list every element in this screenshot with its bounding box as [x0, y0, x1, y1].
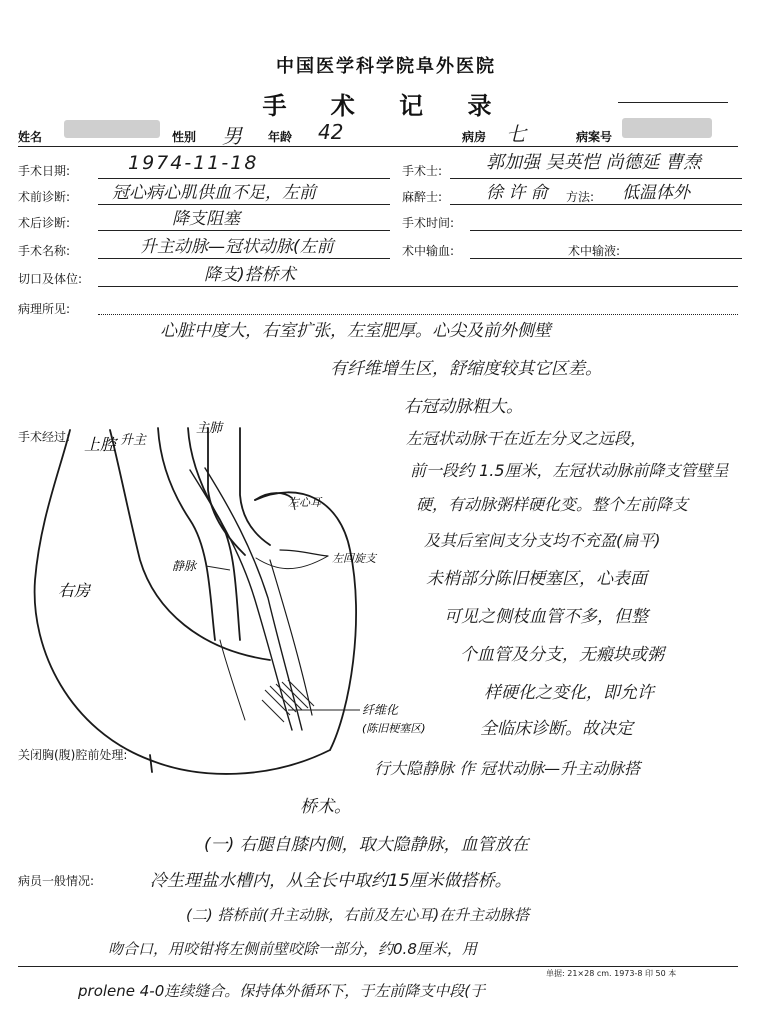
- note-line-19: prolene 4-0连续缝合。保持体外循环下，于左前降支中段(于: [78, 982, 486, 1000]
- anesth-value: 徐 许 俞: [486, 183, 548, 203]
- note-line-1: 心脏中度大，右室扩张，左室肥厚。心尖及前外侧壁: [160, 321, 551, 341]
- note-line-5: 前一段约 1.5厘米，左冠状动脉前降支管壁呈: [410, 461, 729, 480]
- laa-line: [256, 556, 328, 569]
- closure-label: 关闭胸(腹)腔前处理:: [18, 748, 128, 762]
- sex-label: 性别: [172, 130, 197, 144]
- surgeon-value: 郭加强 吴英恺 尚德延 曹焘: [486, 152, 702, 173]
- note-line-7: 及其后室间支分支均不充盈(扁平): [424, 531, 661, 550]
- label-aorta: 升主: [120, 433, 147, 448]
- hospital-name: 中国医学科学院阜外医院: [276, 56, 496, 77]
- note-line-9: 可见之侧枝血管不多，但整: [444, 607, 648, 627]
- base-tick: [150, 755, 152, 772]
- ward-label: 病房: [462, 130, 487, 144]
- label-graft: 静脉: [172, 559, 197, 573]
- label-pa: 主肺: [196, 421, 223, 436]
- case-label: 病案号: [576, 130, 613, 144]
- print-info: 单据: 21×28 cm. 1973-8 印 50 本: [546, 969, 677, 978]
- procedure-label: 手术经过:: [18, 430, 71, 444]
- anesth-label: 麻醉士:: [402, 190, 443, 204]
- note-line-12: 全临床诊断。故决定: [480, 719, 633, 739]
- header-rule: [618, 102, 728, 103]
- age-label: 年龄: [268, 130, 293, 144]
- preop-dx-label: 术前诊断:: [18, 190, 71, 204]
- incision-label: 切口及体位:: [18, 272, 83, 286]
- preop-dx-value: 冠心病心肌供血不足，左前: [112, 183, 316, 203]
- name-label: 姓名: [18, 130, 43, 144]
- sex-value: 男: [222, 124, 242, 148]
- surgeon-label: 手术士:: [402, 164, 443, 178]
- label-fibrosis: 纤维化: [362, 703, 399, 717]
- transfusion-label: 术中输血:: [402, 244, 455, 258]
- right-atrium-outline: [35, 430, 330, 774]
- footer-rule: [18, 966, 738, 967]
- note-line-14: 桥术。: [300, 797, 351, 817]
- note-line-6: 硬，有动脉粥样硬化变。整个左前降支: [416, 495, 689, 514]
- note-line-17: (二) 搭桥前(升主动脉，右前及左心耳)在升主动脉搭: [186, 906, 530, 924]
- time-label: 手术时间:: [402, 216, 455, 230]
- method-label: 方法:: [566, 190, 595, 204]
- general-label: 病员一般情况:: [18, 874, 95, 888]
- note-line-2: 有纤维增生区，舒缩度较其它区差。: [330, 359, 602, 379]
- surgery-date-value: 1974-11-18: [128, 152, 259, 174]
- surgery-date-label: 手术日期:: [18, 164, 71, 178]
- name-redacted: [64, 120, 160, 138]
- note-line-4: 左冠状动脉干在近左分叉之远段，: [406, 429, 647, 448]
- postop-dx-label: 术后诊断:: [18, 216, 71, 230]
- label-svc: 上腔: [84, 435, 117, 454]
- graft-pointer: [206, 566, 230, 570]
- heart-sketch: [30, 410, 440, 790]
- circumflex-branch: [280, 550, 328, 556]
- fluid-label: 术中输液:: [568, 244, 621, 258]
- label-fibrosis-2: (陈旧梗塞区): [362, 722, 426, 735]
- note-line-13: 行大隐静脉 作 冠状动脉—升主动脉搭: [374, 759, 641, 778]
- note-line-11: 样硬化之变化，即允许: [484, 683, 654, 703]
- case-redacted: [622, 118, 712, 138]
- form-title: 手 术 记 录: [262, 91, 510, 120]
- label-ra: 右房: [58, 581, 91, 600]
- postop-dx-value: 降支阻塞: [172, 209, 240, 229]
- note-line-18: 吻合口，用咬钳将左侧前壁咬除一部分，约0.8厘米，用: [108, 940, 477, 958]
- patient-rule: [18, 146, 738, 147]
- op-name-value: 升主动脉—冠状动脉(左前: [140, 237, 334, 257]
- label-laa: 左心耳: [288, 496, 321, 509]
- aorta-right: [188, 428, 240, 640]
- op-name-label: 手术名称:: [18, 244, 71, 258]
- pathology-label: 病理所见:: [18, 302, 71, 316]
- vein-graft: [190, 470, 292, 730]
- note-line-3: 右冠动脉粗大。: [404, 397, 523, 417]
- note-line-10: 个血管及分支，无瘢块或粥: [460, 645, 664, 665]
- note-line-16: 冷生理盐水槽内，从全长中取约15厘米做搭桥。: [150, 871, 512, 891]
- right-atrium-inner: [110, 430, 270, 660]
- pa-right: [240, 428, 270, 545]
- method-value: 低温体外: [622, 183, 690, 203]
- note-line-15: (一) 右腿自膝内侧，取大隐静脉，血管放在: [204, 835, 529, 855]
- op-name-value-2: 降支)搭桥术: [204, 265, 296, 285]
- ward-value: 七: [506, 122, 526, 146]
- ventricle-outline: [255, 492, 356, 750]
- age-value: 42: [318, 120, 344, 144]
- label-circumflex: 左回旋支: [332, 552, 376, 565]
- note-line-8: 未梢部分陈旧梗塞区，心表面: [426, 569, 647, 589]
